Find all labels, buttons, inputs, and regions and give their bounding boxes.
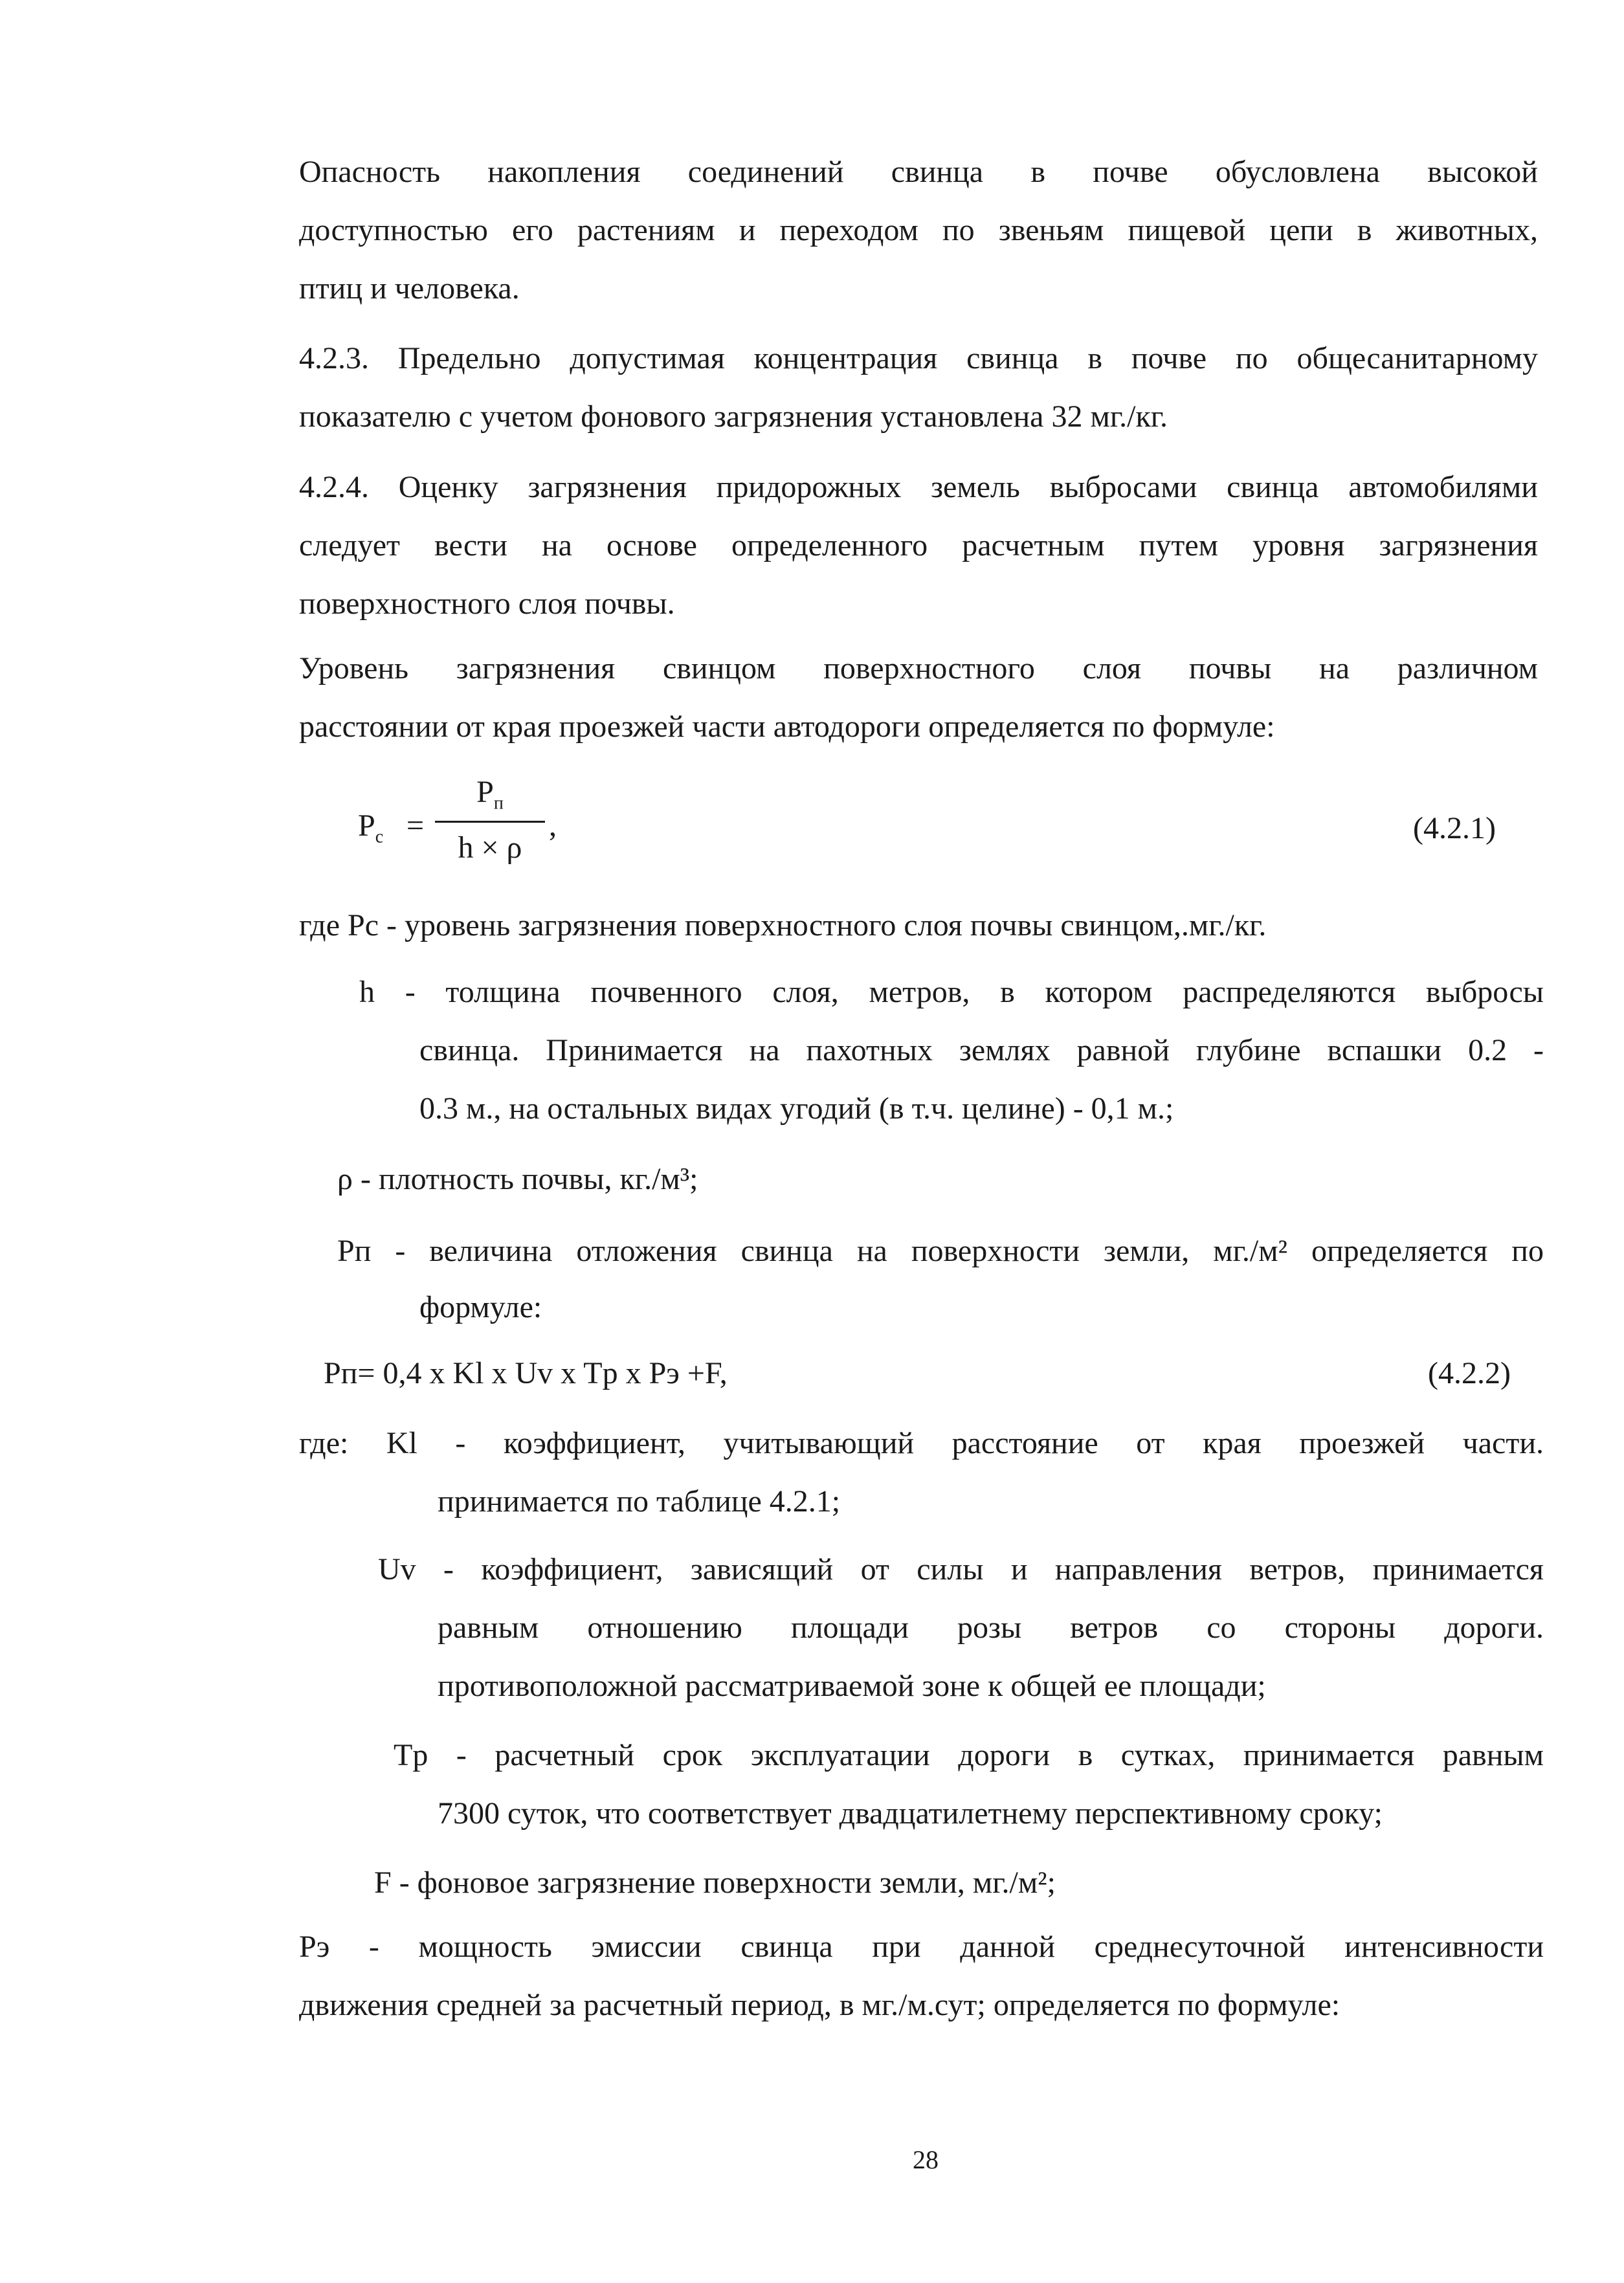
formula-comma: , [549, 808, 557, 843]
definition-pe-line-2: движения средней за расчетный период, в мг./м.сут; определяется по формуле: [299, 1988, 1340, 2022]
definition-uv-line-2: равным отношению площади розы ветров со стороны дороги. [438, 1610, 1544, 1645]
section-4-2-4-line-2: следует вести на основе определенного расчетным путем уровня загрязнения [299, 528, 1538, 562]
formula-4-2-2: Pп= 0,4 x Kl x Uv x Tp x Pэ +F, [324, 1356, 728, 1390]
fraction-bar [435, 821, 545, 823]
paragraph-1-line-2: доступностью его растениям и переходом по звеньям пищевой цепи в животных, [299, 213, 1538, 247]
section-4-2-4-line-1: 4.2.4. Оценку загрязнения придорожных земель выбросами свинца автомобилями [299, 470, 1538, 504]
definition-pp-line-2: формуле: [419, 1290, 542, 1324]
definition-tp-line-1: Tp - расчетный срок эксплуатации дороги в сутках, принимается равным [394, 1738, 1544, 1772]
definition-uv-line-3: противоположной рассматриваемой зоне к общей ее площади; [438, 1669, 1266, 1703]
page-number: 28 [913, 2145, 939, 2174]
equation-number-4-2-2: (4.2.2) [1428, 1356, 1511, 1390]
paragraph-1-line-3: птиц и человека. [299, 271, 520, 306]
definition-uv-line-1: Uv - коэффициент, зависящий от силы и направления ветров, принимается [378, 1552, 1544, 1587]
formula-lhs-subscript: c [375, 827, 384, 847]
paragraph-4-line-1: Уровень загрязнения свинцом поверхностного слоя почвы на различном [299, 651, 1538, 685]
formula-lhs [358, 807, 383, 857]
definition-tp-line-2: 7300 суток, что соответствует двадцатилетнему перспективному сроку; [438, 1796, 1383, 1831]
definition-kl-line-1: где: Kl - коэффициент, учитывающий расстояние от края проезжей части. [299, 1426, 1544, 1460]
section-4-2-4-line-3: поверхностного слоя почвы. [299, 586, 675, 621]
definition-rho: ρ - плотность почвы, кг./м³; [337, 1162, 698, 1196]
definition-h-line-3: 0.3 м., на остальных видах угодий (в т.ч. целине) - 0,1 м.; [419, 1091, 1174, 1126]
definition-pe-line-1: Pэ - мощность эмиссии свинца при данной среднесуточной интенсивности [299, 1930, 1544, 1964]
formula-numerator-subscript: п [493, 793, 504, 814]
formula-lhs-symbol: P [358, 808, 375, 843]
definition-f: F - фоновое загрязнение поверхности земли, мг./м²; [374, 1865, 1056, 1900]
section-4-2-3-line-2: показателю с учетом фонового загрязнения установлена 32 мг./кг. [299, 399, 1168, 434]
formula-denominator: h × ρ [458, 830, 522, 865]
formula-numerator-symbol: P [476, 775, 494, 809]
definition-h-line-2: свинца. Принимается на пахотных землях равной глубине вспашки 0.2 - [419, 1033, 1544, 1067]
definition-pp-line-1: Pп - величина отложения свинца на поверхности земли, мг./м² определяется по [337, 1234, 1544, 1268]
definition-h-line-1: h - толщина почвенного слоя, метров, в котором распределяются выбросы [359, 975, 1544, 1009]
section-4-2-3-line-1: 4.2.3. Предельно допустимая концентрация свинца в почве по общесанитарному [299, 341, 1538, 375]
definition-kl-line-2: принимается по таблице 4.2.1; [438, 1484, 841, 1519]
paragraph-1-line-1: Опасность накопления соединений свинца в почве обусловлена высокой [299, 155, 1538, 189]
equation-number-4-2-1: (4.2.1) [1413, 811, 1496, 845]
formula-equals: = [406, 808, 425, 843]
formula-numerator [435, 774, 545, 822]
definition-pc: где Рс - уровень загрязнения поверхностного слоя почвы свинцом,.мг./кг. [299, 908, 1267, 942]
paragraph-4-line-2: расстоянии от края проезжей части автодороги определяется по формуле: [299, 709, 1275, 744]
